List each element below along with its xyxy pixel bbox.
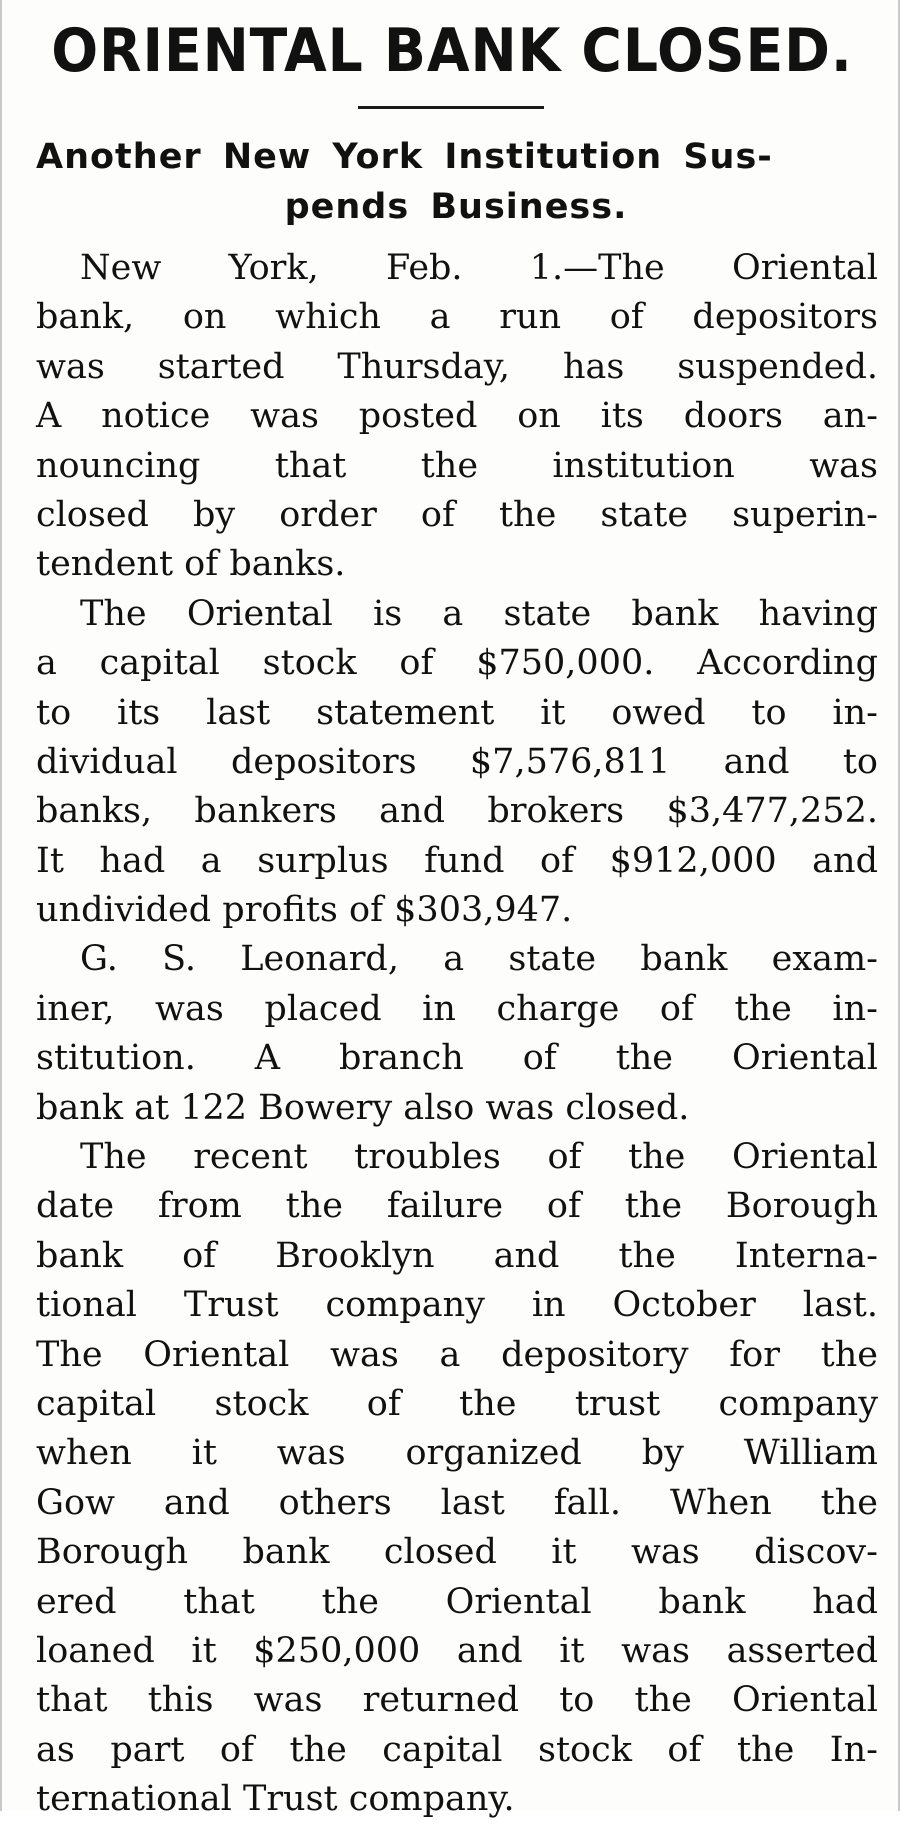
article-line: closed by order of the state superin- [36, 494, 878, 535]
article-line: The Oriental is a state bank having [80, 593, 878, 634]
article-line: when it was organized by William [36, 1433, 878, 1474]
article-line: Gow and others last fall. When the [36, 1482, 878, 1523]
article-line: nouncing that the institution was [36, 445, 878, 486]
article-line: loaned it $250,000 and it was asserted [36, 1630, 878, 1671]
article-line: dividual depositors $7,576,811 and to [36, 741, 878, 782]
article-line: iner, was placed in charge of the in- [36, 988, 878, 1029]
article-line: ternational Trust company. [36, 1779, 515, 1820]
article-line: undivided profits of $303,947. [36, 890, 573, 931]
headline-rule [358, 106, 544, 109]
article-line: The Oriental was a depository for the [36, 1334, 878, 1375]
article-line: to its last statement it owed to in- [36, 692, 878, 733]
article-line: tional Trust company in October last. [36, 1285, 878, 1326]
article-line: as part of the capital stock of the In- [36, 1729, 878, 1770]
article-line: The recent troubles of the Oriental [80, 1137, 878, 1178]
article-line: that this was returned to the Oriental [36, 1680, 878, 1721]
article-line: was started Thursday, has suspended. [36, 346, 878, 387]
article-line: bank at 122 Bowery also was closed. [36, 1087, 690, 1128]
article-line: Borough bank closed it was discov- [36, 1532, 878, 1573]
article-line: a capital stock of $750,000. According [36, 643, 878, 684]
article-line: capital stock of the trust company [36, 1383, 878, 1424]
article-line: G. S. Leonard, a state bank exam- [80, 939, 878, 980]
article-line: stitution. A branch of the Oriental [36, 1038, 878, 1079]
article-line: bank, on which a run of depositors [36, 297, 878, 338]
article-body [36, 244, 878, 1825]
article-line: New York, Feb. 1.—The Oriental [80, 248, 878, 288]
subheadline-line: pends Business. [284, 187, 628, 227]
article-line: A notice was posted on its doors an- [36, 396, 878, 437]
article-line: It had a surplus fund of $912,000 and [36, 840, 878, 881]
subheadline-line: Another New York Institution Sus- [36, 137, 773, 177]
article-line: bank of Brooklyn and the Interna- [36, 1235, 878, 1276]
article-line: tendent of banks. [36, 544, 346, 585]
article-line: ered that the Oriental bank had [36, 1581, 878, 1622]
article-line: date from the failure of the Borough [36, 1186, 878, 1227]
headline: ORIENTAL BANK CLOSED. [51, 16, 853, 86]
article-line: banks, bankers and brokers $3,477,252. [36, 791, 878, 832]
subheadline [36, 132, 876, 232]
